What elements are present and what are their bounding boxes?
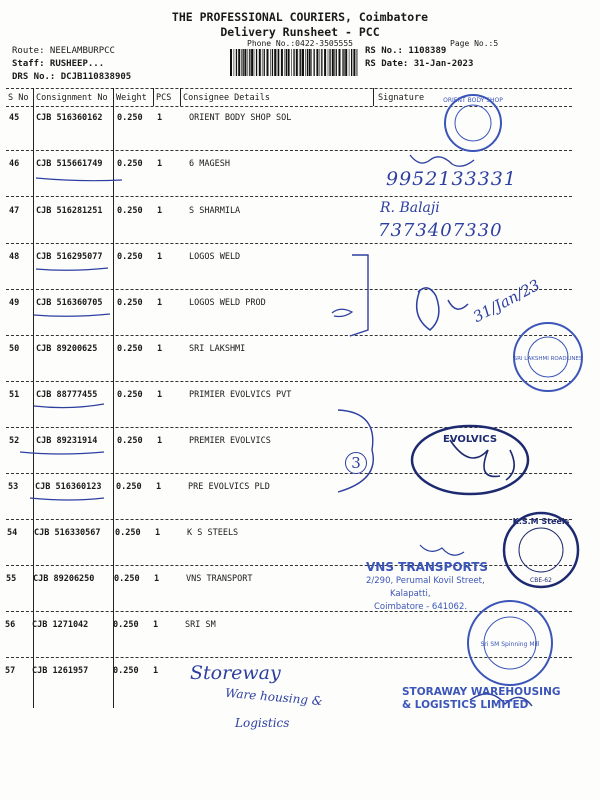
row-weight: 0.250: [117, 159, 143, 169]
row-consignment-no: CJB 89200625: [36, 344, 98, 354]
row-consignee: ORIENT BODY SHOP SOL: [189, 113, 292, 123]
col-divider: [33, 88, 34, 708]
barcode-bar: [267, 49, 269, 76]
handwritten-storeway: Storeway: [190, 662, 281, 684]
row-pcs: 1: [153, 666, 159, 676]
evolvics-stamp: [405, 420, 535, 500]
row-pcs: 1: [157, 390, 163, 400]
circled-number: 3: [345, 452, 367, 474]
row-sno: 55: [6, 574, 17, 584]
row-divider: [6, 335, 572, 336]
signature-49: [417, 288, 468, 330]
handwritten-date-49: 31/Jan/23: [470, 275, 543, 327]
barcode-bar: [291, 49, 292, 76]
signature-46: [410, 155, 474, 166]
barcode-bar: [328, 49, 329, 76]
barcode-bar: [321, 49, 322, 76]
page-number: Page No.:5: [450, 39, 499, 48]
signature-55: [420, 545, 464, 555]
barcode-bar: [281, 49, 283, 76]
row-pcs: 1: [157, 436, 163, 446]
vns-stamp-title: VNS TRANSPORTS: [366, 560, 489, 574]
barcode-bar: [299, 49, 300, 76]
vns-stamp-line2: Kalapatti,: [390, 589, 431, 599]
rs-date: RS Date: 31-Jan-2023: [365, 59, 474, 69]
barcode-bar: [311, 49, 312, 76]
svg-text:ORIENT BODY SHOP: ORIENT BODY SHOP: [443, 97, 503, 104]
staff-label: Staff: RUSHEEP...: [12, 59, 105, 69]
row-pcs: 1: [156, 482, 162, 492]
row-sno: 50: [9, 344, 20, 354]
row-consignee: LOGOS WELD: [189, 252, 241, 262]
row-consignment-no: CJB 89231914: [36, 436, 98, 446]
barcode-bar: [351, 49, 352, 76]
row-consignment-no: CJB 516360123: [35, 482, 102, 492]
svg-text:CBE-62: CBE-62: [530, 577, 552, 584]
svg-text:EVOLVICS: EVOLVICS: [442, 434, 498, 445]
storaway-stamp-line1: STORAWAY WAREHOUSING: [402, 686, 561, 698]
row-sno: 47: [9, 206, 20, 216]
row-consignment-no: CJB 88777455: [36, 390, 98, 400]
barcode-bar: [254, 49, 255, 76]
barcode-bar: [349, 49, 350, 76]
barcode-bar: [272, 49, 273, 76]
row-consignment-no: CJB 516330567: [34, 528, 101, 538]
row-sno: 56: [5, 620, 16, 630]
row-weight: 0.250: [117, 113, 143, 123]
barcode-bar: [248, 49, 249, 76]
col-pcs: PCS: [156, 93, 172, 103]
col-divider: [153, 88, 154, 106]
col-sno: S No: [8, 93, 29, 103]
barcode-bar: [285, 49, 286, 76]
barcode-bar: [270, 49, 271, 76]
barcode-bar: [244, 49, 246, 76]
row-consignee: SRI SM: [185, 620, 216, 630]
row-consignee: LOGOS WELD PROD: [189, 298, 266, 308]
barcode-bar: [336, 49, 337, 76]
row-weight: 0.250: [113, 666, 139, 676]
row-divider: [6, 196, 572, 197]
route-label: Route: NEELAMBURPCC: [12, 46, 115, 56]
row-consignee: 6 MAGESH: [189, 159, 230, 169]
barcode-bar: [238, 49, 240, 76]
handwritten-logistics: Logistics: [235, 716, 290, 730]
ksm-steels-stamp: [498, 510, 584, 590]
row-sno: 57: [5, 666, 16, 676]
row-sno: 46: [9, 159, 20, 169]
row-consignee: SRI LAKSHMI: [189, 344, 246, 354]
col-consignment: Consignment No: [36, 93, 108, 103]
barcode-bar: [334, 49, 335, 76]
company-title: THE PROFESSIONAL COURIERS, Coimbatore: [171, 10, 429, 24]
barcode-bar: [286, 49, 287, 76]
col-consignee: Consignee Details: [183, 93, 270, 103]
handwritten-name-47: R. Balaji: [380, 200, 440, 216]
vns-stamp-line3: Coimbatore - 641062.: [374, 602, 468, 612]
row-consignment-no: CJB 89206250: [33, 574, 95, 584]
barcode-bar: [300, 49, 301, 76]
row-consignee: VNS TRANSPORT: [186, 574, 253, 584]
barcode-bar: [314, 49, 315, 76]
row-pcs: 1: [157, 113, 163, 123]
barcode-bar: [230, 49, 232, 76]
row-pcs: 1: [153, 620, 159, 630]
row-divider: [6, 519, 572, 520]
row-weight: 0.250: [116, 482, 142, 492]
barcode-bar: [243, 49, 244, 76]
row-pcs: 1: [157, 298, 163, 308]
row-weight: 0.250: [114, 574, 140, 584]
barcode-bar: [320, 49, 321, 76]
barcode-bar: [256, 49, 257, 76]
barcode-bar: [329, 49, 330, 76]
row-sno: 48: [9, 252, 20, 262]
col-divider: [113, 88, 114, 708]
row-consignment-no: CJB 516281251: [36, 206, 103, 216]
row-sno: 51: [9, 390, 20, 400]
row-weight: 0.250: [115, 528, 141, 538]
drs-number: DRS No.: DCJB110838905: [12, 72, 132, 82]
row-weight: 0.250: [117, 436, 143, 446]
barcode-bar: [277, 49, 278, 76]
header-divider-top: [6, 88, 572, 89]
col-divider: [373, 88, 374, 106]
col-signature: Signature: [378, 93, 425, 103]
row-sno: 49: [9, 298, 20, 308]
col-weight: Weight: [116, 93, 147, 103]
barcode-bar: [264, 49, 265, 76]
barcode-bar: [353, 49, 355, 76]
row-divider: [6, 243, 572, 244]
barcode-bar: [288, 49, 290, 76]
row-consignment-no: CJB 516295077: [36, 252, 103, 262]
row-pcs: 1: [157, 252, 163, 262]
row-consignment-no: CJB 515661749: [36, 159, 103, 169]
row-pcs: 1: [157, 159, 163, 169]
row-consignment-no: CJB 516360162: [36, 113, 103, 123]
storaway-stamp-line2: & LOGISTICS LIMITED: [402, 699, 529, 711]
barcode-bar: [241, 49, 242, 76]
row-consignment-no: CJB 516360705: [36, 298, 103, 308]
barcode-bar: [339, 49, 341, 76]
row-divider: [6, 381, 572, 382]
barcode: [230, 49, 358, 76]
barcode-bar: [296, 49, 298, 76]
barcode-bar: [302, 49, 304, 76]
barcode-bar: [262, 49, 263, 76]
barcode-bar: [324, 49, 326, 76]
row-consignment-no: CJB 1261957: [32, 666, 89, 676]
barcode-bar: [259, 49, 261, 76]
spinning-mill-stamp: [460, 598, 560, 688]
svg-text:SRI LAKSHMI ROADLINES: SRI LAKSHMI ROADLINES: [513, 356, 583, 362]
sri-lakshmi-stamp: [505, 320, 591, 394]
row-pcs: 1: [157, 206, 163, 216]
row-weight: 0.250: [117, 344, 143, 354]
row-consignee: S SHARMILA: [189, 206, 241, 216]
vns-stamp-line1: 2/290, Perumal Kovil Street,: [366, 576, 485, 586]
barcode-bar: [343, 49, 344, 76]
barcode-bar: [307, 49, 308, 76]
barcode-bar: [236, 49, 237, 76]
row-consignee: PRE EVOLVICS PLD: [188, 482, 270, 492]
svg-text:Sri SM Spinning Mill: Sri SM Spinning Mill: [480, 641, 540, 648]
col-divider: [180, 88, 181, 106]
row-sno: 52: [9, 436, 20, 446]
row-sno: 53: [8, 482, 19, 492]
row-pcs: 1: [155, 528, 161, 538]
barcode-bar: [316, 49, 318, 76]
barcode-bar: [309, 49, 311, 76]
handwritten-phone-46: 9952133331: [386, 168, 517, 190]
barcode-bar: [293, 49, 294, 76]
row-weight: 0.250: [117, 390, 143, 400]
runsheet-subtitle: Delivery Runsheet - PCC: [220, 25, 380, 39]
phone-number: Phone No.:0422-3505555: [247, 39, 353, 48]
row-consignment-no: CJB 1271042: [32, 620, 89, 630]
row-weight: 0.250: [113, 620, 139, 630]
row-weight: 0.250: [117, 252, 143, 262]
barcode-bar: [234, 49, 235, 76]
barcode-bar: [278, 49, 279, 76]
row-pcs: 1: [157, 344, 163, 354]
row-divider: [6, 289, 572, 290]
handwritten-phone-47: 7373407330: [378, 220, 503, 241]
row-pcs: 1: [154, 574, 160, 584]
row-consignee: PRIMIER EVOLVICS PVT: [189, 390, 292, 400]
row-sno: 45: [9, 113, 20, 123]
row-weight: 0.250: [117, 206, 143, 216]
barcode-bar: [274, 49, 276, 76]
barcode-bar: [342, 49, 343, 76]
barcode-bar: [357, 49, 358, 76]
barcode-bar: [345, 49, 347, 76]
barcode-bar: [332, 49, 334, 76]
barcode-bar: [251, 49, 253, 76]
handwritten-warehousing: Ware housing &: [224, 685, 324, 709]
svg-text:K.S.M Steels: K.S.M Steels: [512, 517, 570, 526]
barcode-bar: [305, 49, 306, 76]
orient-stamp: [435, 92, 511, 154]
rs-number: RS No.: 1108389: [365, 46, 447, 56]
row-weight: 0.250: [117, 298, 143, 308]
row-sno: 54: [7, 528, 18, 538]
row-consignee: K S STEELS: [187, 528, 239, 538]
barcode-bar: [249, 49, 250, 76]
row-consignee: PREMIER EVOLVICS: [189, 436, 271, 446]
